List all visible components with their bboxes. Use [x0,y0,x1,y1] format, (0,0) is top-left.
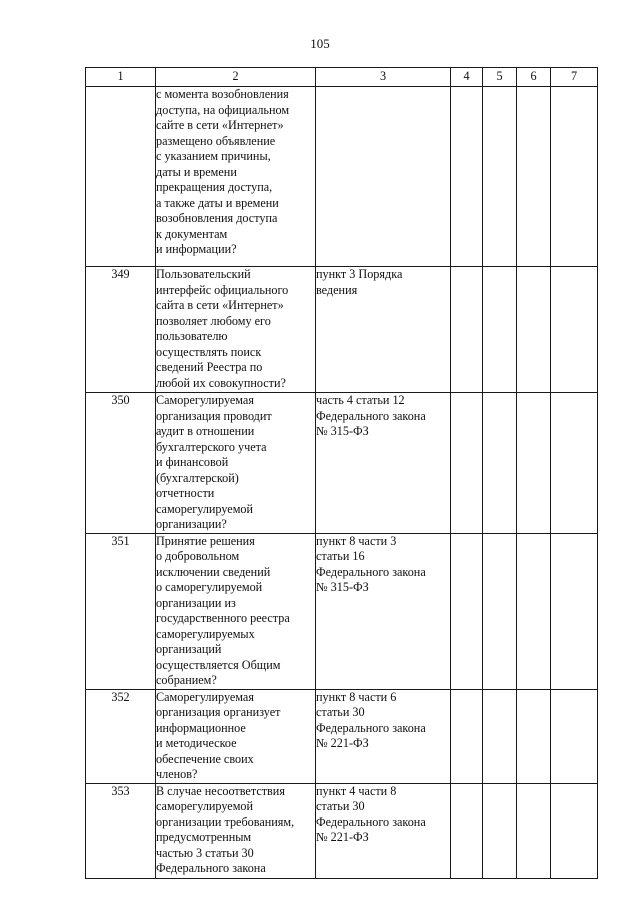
column-header-3: 3 [316,68,451,87]
answer-cell-no[interactable] [483,267,517,393]
notes-cell[interactable] [551,393,598,534]
question-cell: Саморегулируемая организация проводит аудит в отношении бухгалтерского учета и финансовой (бухгалтерской) отчетности саморегулируемой организации? [156,393,316,534]
legal-reference-cell: пункт 8 части 6 статьи 30 Федерального закона № 221-ФЗ [316,689,451,783]
header-row [86,68,598,87]
legal-reference-cell [316,87,451,267]
table-row [86,393,598,534]
row-number-cell: 351 [86,533,156,689]
answer-cell-yes[interactable] [451,267,483,393]
question-cell: Пользовательский интерфейс официального сайта в сети «Интернет» позволяет любому его пользователю осуществлять поиск сведений Реестра по любой их совокупности? [156,267,316,393]
answer-cell-yes[interactable] [451,533,483,689]
notes-cell[interactable] [551,533,598,689]
answer-cell-yes[interactable] [451,783,483,878]
table-row [86,267,598,393]
row-number-cell [86,87,156,267]
row-number-cell: 349 [86,267,156,393]
answer-cell-na[interactable] [517,533,551,689]
answer-cell-yes[interactable] [451,393,483,534]
row-number-cell: 353 [86,783,156,878]
answer-cell-no[interactable] [483,783,517,878]
legal-reference-cell: пункт 3 Порядка ведения [316,267,451,393]
table-row [86,87,598,267]
answer-cell-no[interactable] [483,689,517,783]
column-header-6: 6 [517,68,551,87]
answer-cell-no[interactable] [483,393,517,534]
column-header-7: 7 [551,68,598,87]
column-header-1: 1 [86,68,156,87]
table-row [86,533,598,689]
row-number-cell: 350 [86,393,156,534]
question-cell: В случае несоответствия саморегулируемой организации требованиям, предусмотренным частью 3 статьи 30 Федерального закона [156,783,316,878]
checklist-table [85,67,598,879]
answer-cell-yes[interactable] [451,689,483,783]
column-header-2: 2 [156,68,316,87]
column-header-5: 5 [483,68,517,87]
row-number-cell: 352 [86,689,156,783]
legal-reference-cell: пункт 4 части 8 статьи 30 Федерального закона № 221-ФЗ [316,783,451,878]
answer-cell-na[interactable] [517,689,551,783]
answer-cell-no[interactable] [483,533,517,689]
question-cell: Принятие решения о добровольном исключении сведений о саморегулируемой организации из государственного реестра саморегулируемых организаций осуществляется Общим собранием? [156,533,316,689]
column-header-4: 4 [451,68,483,87]
notes-cell[interactable] [551,267,598,393]
answer-cell-no[interactable] [483,87,517,267]
answer-cell-na[interactable] [517,267,551,393]
answer-cell-na[interactable] [517,783,551,878]
notes-cell[interactable] [551,783,598,878]
table-row [86,783,598,878]
answer-cell-yes[interactable] [451,87,483,267]
question-cell: с момента возобновления доступа, на официальном сайте в сети «Интернет» размещено объявление с указанием причины, даты и времени прекращения доступа, а также даты и времени возобновления доступа к документам и информации? [156,87,316,267]
notes-cell[interactable] [551,87,598,267]
answer-cell-na[interactable] [517,393,551,534]
answer-cell-na[interactable] [517,87,551,267]
page-number: 105 [310,36,330,51]
legal-reference-cell: часть 4 статьи 12 Федерального закона № 315-ФЗ [316,393,451,534]
question-cell: Саморегулируемая организация организует информационное и методическое обеспечение своих членов? [156,689,316,783]
notes-cell[interactable] [551,689,598,783]
table-row [86,689,598,783]
legal-reference-cell: пункт 8 части 3 статьи 16 Федерального закона № 315-ФЗ [316,533,451,689]
